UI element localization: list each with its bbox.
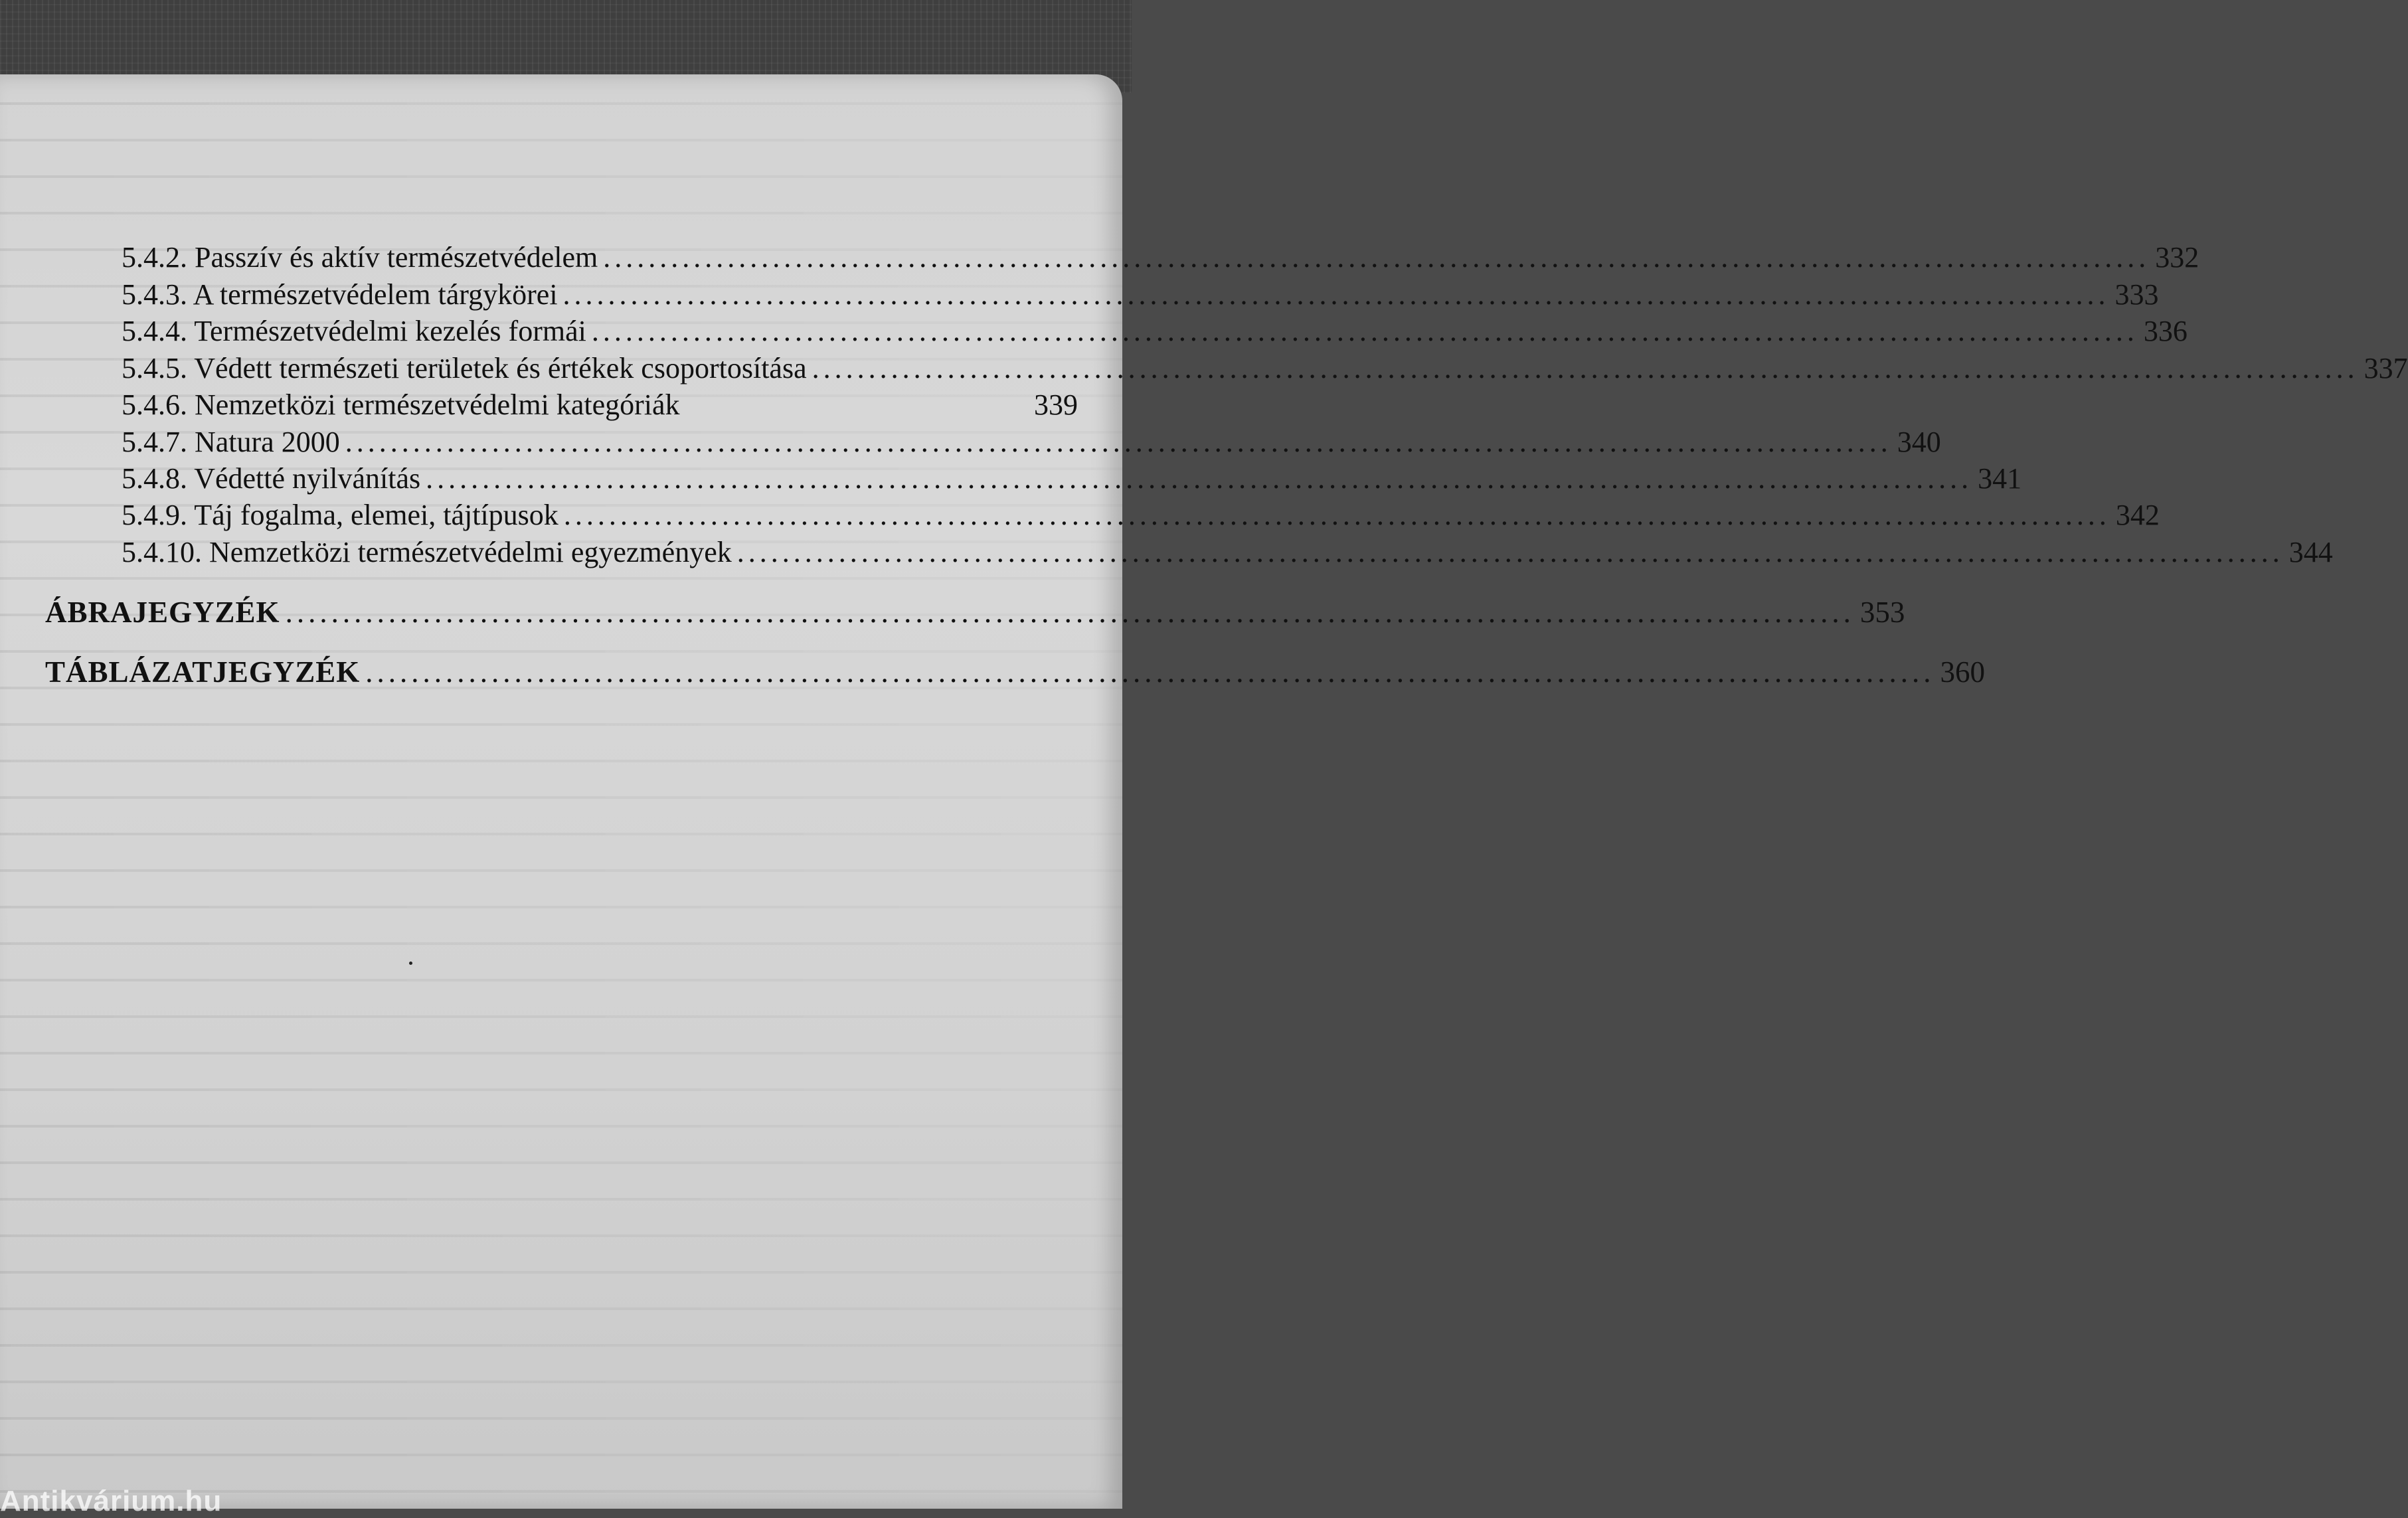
leader-dots: ......................................................................................................................................... (563, 499, 2110, 531)
toc-section (45, 655, 1986, 689)
toc-entry-title: 5.4.3. A természetvédelem tárgykörei (122, 278, 558, 311)
toc-section-page: 360 (1940, 655, 1986, 689)
leader-dots: ......................................................................................................................................... (285, 596, 1855, 629)
toc-section (45, 595, 1905, 630)
toc-entry-title: 5.4.6. Nemzetközi természetvédelmi kategóriák (122, 388, 680, 421)
toc-entry-title: 5.4.4. Természetvédelmi kezelés formái (122, 315, 586, 347)
toc-entry-page: 344 (2288, 536, 2333, 568)
paper-speck (409, 962, 412, 965)
toc-entry-title: 5.4.7. Natura 2000 (122, 426, 340, 458)
leader-dots: ......................................................................................................................................... (591, 315, 2138, 347)
toc-entry-title: 5.4.8. Védetté nyilvánítás (122, 462, 421, 495)
toc-entry (122, 314, 2188, 348)
toc-entry-title: 5.4.9. Táj fogalma, elemei, tájtípusok (122, 499, 559, 531)
toc-entry (122, 425, 1941, 459)
toc-entry (122, 240, 2199, 274)
toc-entry-page: 342 (2115, 499, 2160, 531)
toc-entry-page: 339 (1034, 388, 1078, 421)
toc-entry (122, 388, 1078, 422)
toc-entry (122, 351, 2408, 385)
toc-entry-title: 5.4.5. Védett természeti területek és értékek csoportosítása (122, 352, 807, 384)
toc-entry (122, 278, 2159, 311)
toc-entry-page: 333 (2114, 278, 2159, 311)
toc-section-title: TÁBLÁZATJEGYZÉK (45, 655, 361, 689)
leader-dots: ......................................................................................................................................... (736, 536, 2284, 568)
leader-dots: ......................................................................................................................................... (562, 278, 2110, 311)
toc-entry-page: 337 (2364, 352, 2408, 384)
book-page (0, 74, 2408, 1509)
toc-entry (122, 462, 2022, 495)
leader-dots: ......................................................................................................................................... (365, 655, 1935, 689)
toc-section-page: 353 (1859, 596, 1905, 629)
toc-entry (122, 498, 2160, 532)
leader-dots: ......................................................................................................................................... (426, 462, 1973, 495)
leader-dots: ......................................................................................................................................... (812, 352, 2359, 384)
leader-dots: ......................................................................................................................................... (603, 241, 2150, 274)
leader-dots: ......................................................................................................................................... (345, 426, 1892, 458)
toc-entry-page: 336 (2143, 315, 2188, 347)
watermark: Antikvárium.hu (0, 1485, 222, 1517)
toc-entry-page: 340 (1897, 426, 1941, 458)
toc-entry-title: 5.4.2. Passzív és aktív természetvédelem (122, 241, 598, 274)
toc-entry-title: 5.4.10. Nemzetközi természetvédelmi egyezmények (122, 536, 732, 568)
toc-entry-page: 341 (1978, 462, 2022, 495)
toc-entry (122, 535, 2333, 569)
toc-section-title: ÁBRAJEGYZÉK (45, 596, 280, 629)
toc-entry-page: 332 (2155, 241, 2199, 274)
